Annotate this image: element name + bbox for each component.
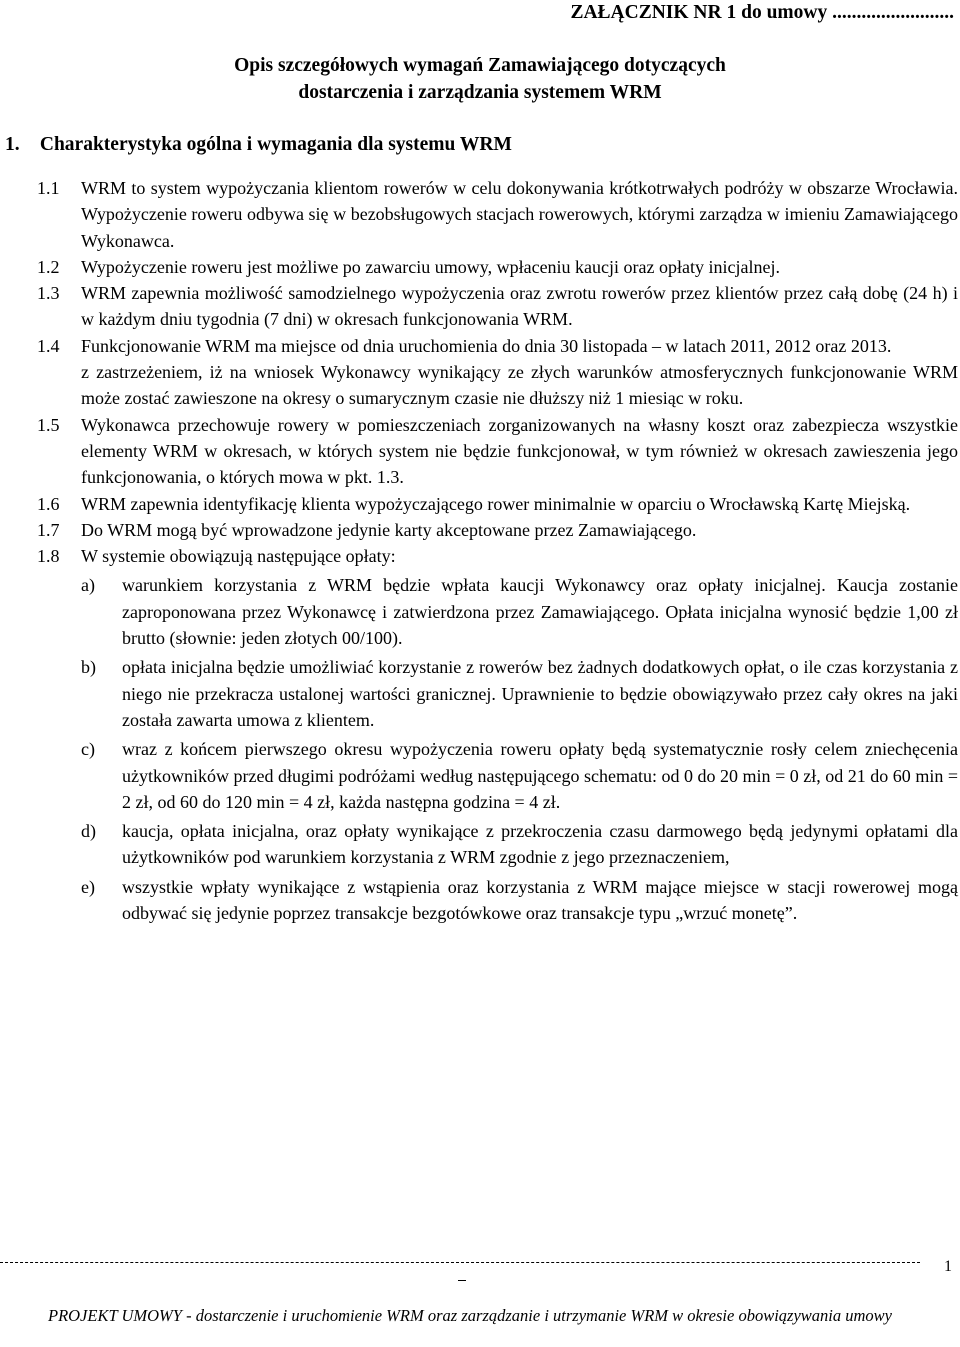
section-heading [5,134,512,156]
sub-item-letter: d) [81,821,96,842]
footer-divider [0,1262,920,1263]
sub-item [37,874,958,927]
item-number: 1.8 [37,546,60,567]
sub-item [37,572,958,651]
list-item [37,254,958,280]
item-text: Funkcjonowanie WRM ma miejsce od dnia uruchomienia do dnia 30 listopada – w latach 2011, 2012 oraz 2013. [81,335,892,356]
page-number: 1 [944,1258,952,1275]
item-number: 1.7 [37,519,60,540]
item-text: Wykonawca przechowuje rowery w pomieszczeniach zorganizowanych na własny koszt oraz zabezpiecza wszystkie elementy WRM w okresach, w których system nie będzie funkcjonował, w tym również w okresach zawieszenia jego funkcjonowania, o których mowa w pkt. 1.3. [81,414,958,488]
item-number: 1.5 [37,414,60,435]
sub-item-text: wraz z końcem pierwszego okresu wypożyczenia roweru opłaty będą systematycznie rosły celem zniechęcenia użytkowników przed długimi podróżami według następującego schematu: od 0 do 20 min = 0 zł, od 21 do 60 min = 2 zł, od 60 do 120 min = 4 zł, każda następna godzina = 4 zł. [122,739,958,812]
document-title [0,52,960,106]
sub-item-text: wszystkie wpłaty wynikające z wstąpienia oraz korzystania z WRM mające miejsce w stacji rowerowej mogą odbywać się jedynie poprzez transakcje bezgotówkowe oraz transakcje typu „wrzuć monetę”. [122,876,958,924]
section-number: 1. [5,134,20,155]
item-text: WRM zapewnia identyfikację klienta wypożyczającego rower minimalnie w oparciu o Wrocławską Kartę Miejską. [81,493,911,514]
item-number: 1.2 [37,256,60,277]
list-item [37,280,958,333]
list-item [37,543,958,569]
item-number: 1.1 [37,178,60,198]
sub-item [37,736,958,815]
item-number: 1.4 [37,335,60,356]
sub-item-text: kaucja, opłata inicjalna, oraz opłaty wynikające z przekroczenia czasu darmowego będą jedynymi opłatami dla użytkowników pod warunkiem korzystania z WRM zgodnie z jego przeznaczeniem, [122,821,958,868]
footer-dash [458,1280,466,1281]
item-text: W systemie obowiązują następujące opłaty: [81,546,396,567]
sub-item-letter: b) [81,657,96,678]
sub-item [37,818,958,871]
footer-text: PROJEKT UMOWY - dostarczenie i uruchomienie WRM oraz zarządzanie i utrzymanie WRM w okresie obowiązywania umowy [47,1306,892,1325]
list-item [37,491,958,517]
item-text: WRM zapewnia możliwość samodzielnego wypożyczenia oraz zwrotu rowerów przez klientów przez całą dobę (24 h) i w każdym dniu tygodnia (7 dni) w okresach funkcjonowania WRM. [81,283,958,330]
item-number: 1.3 [37,283,60,304]
section-title: Charakterystyka ogólna i wymagania dla systemu WRM [39,134,512,155]
item-text: Do WRM mogą być wprowadzone jedynie karty akceptowane przez Zamawiającego. [81,519,697,540]
document-body [37,175,958,926]
sub-item-letter: c) [81,739,95,760]
annex-label: ZAŁĄCZNIK NR 1 do umowy ......................... [570,2,954,23]
sub-item-text: warunkiem korzystania z WRM będzie wpłata kaucji Wykonawcy oraz opłaty inicjalnej. Kaucja zostanie zaproponowana przez Wykonawcę i zatwierdzona przez Zamawiającego. Opłata inicjalna wynosić będzie 1,00 zł brutto (słownie: jeden złotych 00/100). [122,575,958,649]
title-line-2: dostarczenia i zarządzania systemem WRM [298,82,662,103]
title-line-1: Opis szczegółowych wymagań Zamawiającego dotyczących [234,55,726,76]
sub-item-letter: e) [81,876,95,897]
list-item [37,517,958,543]
list-item [37,175,958,254]
sub-item [37,654,958,733]
item-text: Wypożyczenie roweru jest możliwe po zawarciu umowy, wpłaceniu kaucji oraz opłaty inicjalnej. [81,256,780,277]
item-continuation: z zastrzeżeniem, iż na wniosek Wykonawcy wynikający ze złych warunków atmosferycznych funkcjonowanie WRM może zostać zawieszone na okresy o sumarycznym czasie nie dłuższy niż 1 miesiąc w roku. [81,362,958,409]
item-number: 1.6 [37,493,60,514]
sub-item-text: opłata inicjalna będzie umożliwiać korzystanie z rowerów bez żadnych dodatkowych opłat, o ile czas korzystania z niego nie przekracza ustalonej wartości granicznej. Uprawnienie to będzie obowiązywało przez cały okres na jaki została zawarta umowa z klientem. [122,657,958,730]
list-item [37,412,958,491]
list-item [37,333,958,359]
sub-item-letter: a) [81,575,95,596]
item-text: WRM to system wypożyczania klientom rowerów w celu dokonywania krótkotrwałych podróży w obszarze Wrocławia. Wypożyczenie roweru odbywa się w bezobsługowych stacjach rowerowych, którymi zarządza w imieniu Zamawiającego Wykonawca. [81,178,958,251]
